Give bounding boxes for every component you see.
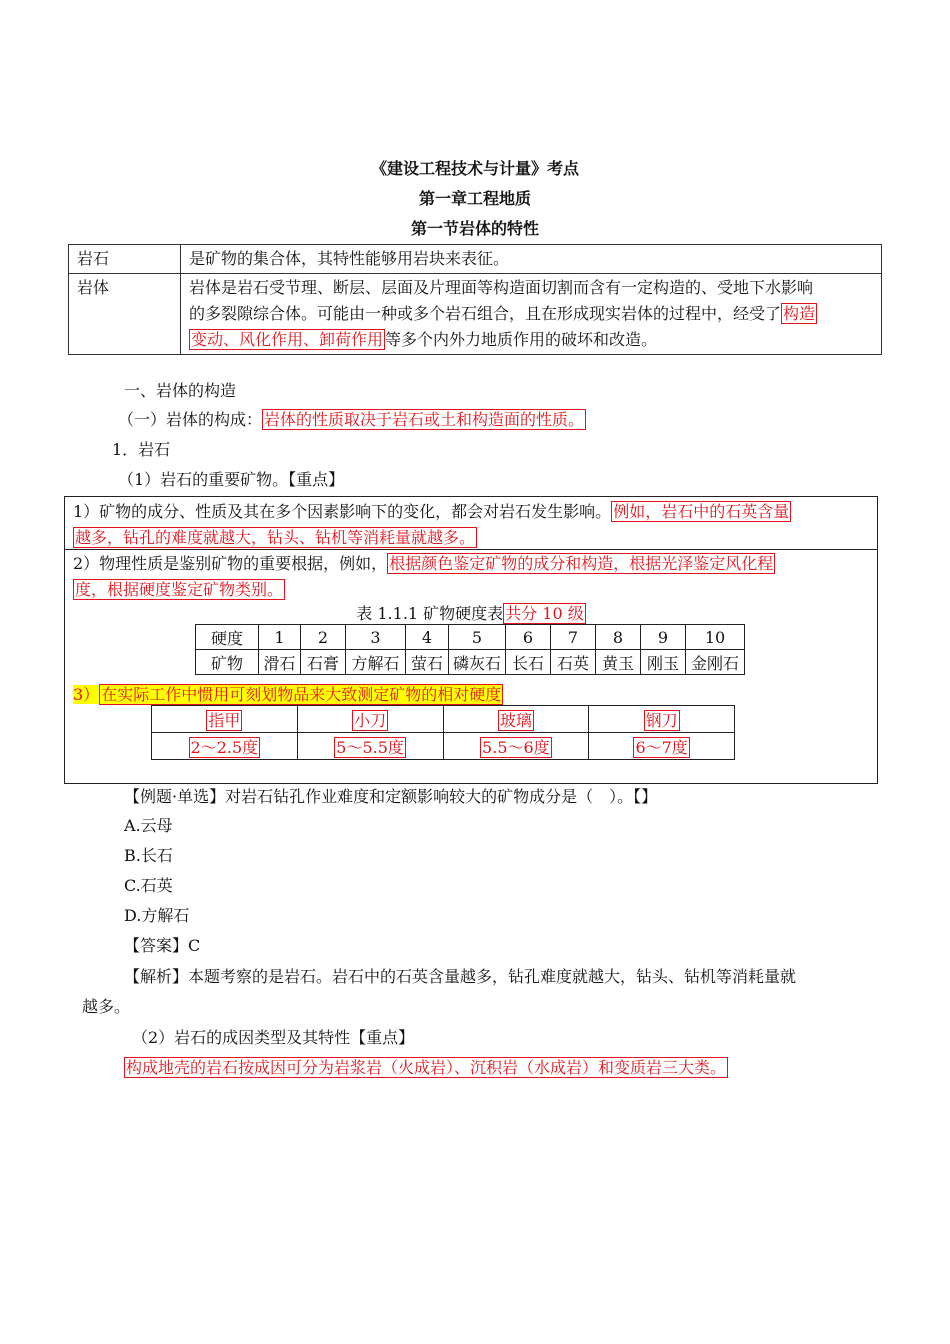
hardness-cell: 7 xyxy=(551,625,596,650)
hardness-cell: 1 xyxy=(259,625,301,650)
tool-name: 小刀 xyxy=(354,710,387,730)
highlight-box: 越多，钻孔的难度就越大，钻头、钻机等消耗量就越多。 xyxy=(75,528,476,547)
range-value: 5～5.5度 xyxy=(336,737,404,757)
section-title: 第一节岩体的特性 xyxy=(410,219,539,238)
highlight-box: 度，根据硬度鉴定矿物类别。 xyxy=(75,580,284,599)
description-line: 等多个内外力地质作用的破坏和改造。 xyxy=(385,330,658,349)
range-value: 5.5～6度 xyxy=(482,737,550,757)
example-question: 【例题·单选】对岩石钻孔作业难度和定额影响较大的矿物成分是（ ）。【】 xyxy=(124,787,658,806)
mineral-cell: 金刚石 xyxy=(686,650,745,675)
highlight-box: 变动、风化作用、卸荷作用 xyxy=(191,330,384,349)
range-cell xyxy=(297,733,443,760)
paragraph-2 xyxy=(65,551,877,603)
definitions-table xyxy=(68,244,882,355)
tools-row xyxy=(152,706,735,733)
range-value: 6～7度 xyxy=(635,737,688,757)
range-cell xyxy=(589,733,735,760)
heading-level-2 xyxy=(118,409,586,431)
hardness-cell: 8 xyxy=(596,625,641,650)
highlight-box: 根据颜色鉴定矿物的成分和构造，根据光泽鉴定风化程 xyxy=(389,554,774,573)
range-cell xyxy=(443,733,589,760)
header-cell: 硬度 xyxy=(196,625,259,650)
mineral-cell: 萤石 xyxy=(406,650,449,675)
description-cell xyxy=(181,274,882,355)
paragraph-1 xyxy=(65,499,877,550)
description-cell: 是矿物的集合体，其特性能够用岩块来表征。 xyxy=(181,245,882,274)
mineral-cell: 滑石 xyxy=(259,650,301,675)
tool-name: 玻璃 xyxy=(499,710,532,730)
paragraph-number: 3） xyxy=(73,685,100,704)
header-cell: 矿物 xyxy=(196,650,259,675)
highlight-box: 共分 10 级 xyxy=(505,604,584,623)
tool-name: 指甲 xyxy=(208,710,241,730)
mineral-cell: 长石 xyxy=(506,650,551,675)
tools-table xyxy=(151,705,735,760)
mineral-cell: 方解石 xyxy=(346,650,406,675)
mineral-cell: 黄玉 xyxy=(596,650,641,675)
hardness-cell: 3 xyxy=(346,625,406,650)
document-title: 《建设工程技术与计量》考点 xyxy=(370,159,579,178)
mineral-row xyxy=(196,650,745,675)
tool-cell xyxy=(589,706,735,733)
option-b: B.长石 xyxy=(124,846,173,865)
table-caption xyxy=(65,601,877,624)
paragraph-text: 1）矿物的成分、性质及其在多个因素影响下的变化，都会对岩石发生影响。 xyxy=(73,502,612,521)
definition-row-rock xyxy=(69,245,882,274)
highlight-box: 在实际工作中惯用可刻划物品来大致测定矿物的相对硬度 xyxy=(101,685,502,704)
term-cell: 岩体 xyxy=(69,274,181,355)
range-cell xyxy=(152,733,298,760)
heading-level-4: （2）岩石的成因类型及其特性【重点】 xyxy=(132,1028,415,1047)
minerals-frame xyxy=(64,496,878,784)
hardness-cell: 6 xyxy=(506,625,551,650)
ranges-row xyxy=(152,733,735,760)
definition-row-rockmass xyxy=(69,274,882,355)
mineral-cell: 磷灰石 xyxy=(449,650,506,675)
range-value: 2～2.5度 xyxy=(190,737,259,757)
tool-name: 钢刀 xyxy=(645,710,678,730)
answer: 【答案】C xyxy=(124,936,201,955)
paragraph-3 xyxy=(73,682,503,705)
option-d: D.方解石 xyxy=(124,906,190,925)
chapter-title: 第一章工程地质 xyxy=(418,189,531,208)
hardness-cell: 2 xyxy=(301,625,346,650)
highlight-box: 例如，岩石中的石英含量 xyxy=(613,502,790,521)
hardness-cell: 5 xyxy=(449,625,506,650)
heading-level-4: （1）岩石的重要矿物。【重点】 xyxy=(118,470,345,489)
mineral-cell: 石膏 xyxy=(301,650,346,675)
highlight-box: 构造 xyxy=(783,304,816,323)
option-c: C.石英 xyxy=(124,876,173,895)
highlight-box: 岩体的性质取决于岩石或土和构造面的性质。 xyxy=(264,410,585,429)
heading-level-3: 1．岩石 xyxy=(112,440,171,459)
heading-level-1: 一、岩体的构造 xyxy=(124,381,237,400)
tool-cell xyxy=(152,706,298,733)
mineral-cell: 石英 xyxy=(551,650,596,675)
tool-cell xyxy=(297,706,443,733)
description-line: 岩体是岩石受节理、断层、层面及片理面等构造面切割而含有一定构造的、受地下水影响 xyxy=(189,278,814,297)
hardness-cell: 10 xyxy=(686,625,745,650)
hardness-cell: 4 xyxy=(406,625,449,650)
analysis-line-1: 【解析】本题考察的是岩石。岩石中的石英含量越多，钻孔难度就越大，钻头、钻机等消耗量就 xyxy=(124,967,797,986)
paragraph-text: 2）物理性质是鉴别矿物的重要根据，例如， xyxy=(73,554,388,573)
description-line: 的多裂隙综合体。可能由一种或多个岩石组合，且在形成现实岩体的过程中，经受了 xyxy=(189,304,782,323)
tool-cell xyxy=(443,706,589,733)
hardness-cell: 9 xyxy=(641,625,686,650)
hardness-table xyxy=(195,624,745,675)
heading-label: （一）岩体的构成： xyxy=(118,410,263,429)
caption-text: 表 1.1.1 矿物硬度表 xyxy=(356,604,504,623)
mineral-cell: 刚玉 xyxy=(641,650,686,675)
term-cell: 岩石 xyxy=(69,245,181,274)
highlight-box: 构成地壳的岩石按成因可分为岩浆岩（火成岩）、沉积岩（水成岩）和变质岩三大类。 xyxy=(126,1058,727,1077)
analysis-line-2: 越多。 xyxy=(82,997,131,1016)
option-a: A.云母 xyxy=(124,816,173,835)
closing-paragraph xyxy=(124,1057,728,1079)
hardness-row xyxy=(196,625,745,650)
